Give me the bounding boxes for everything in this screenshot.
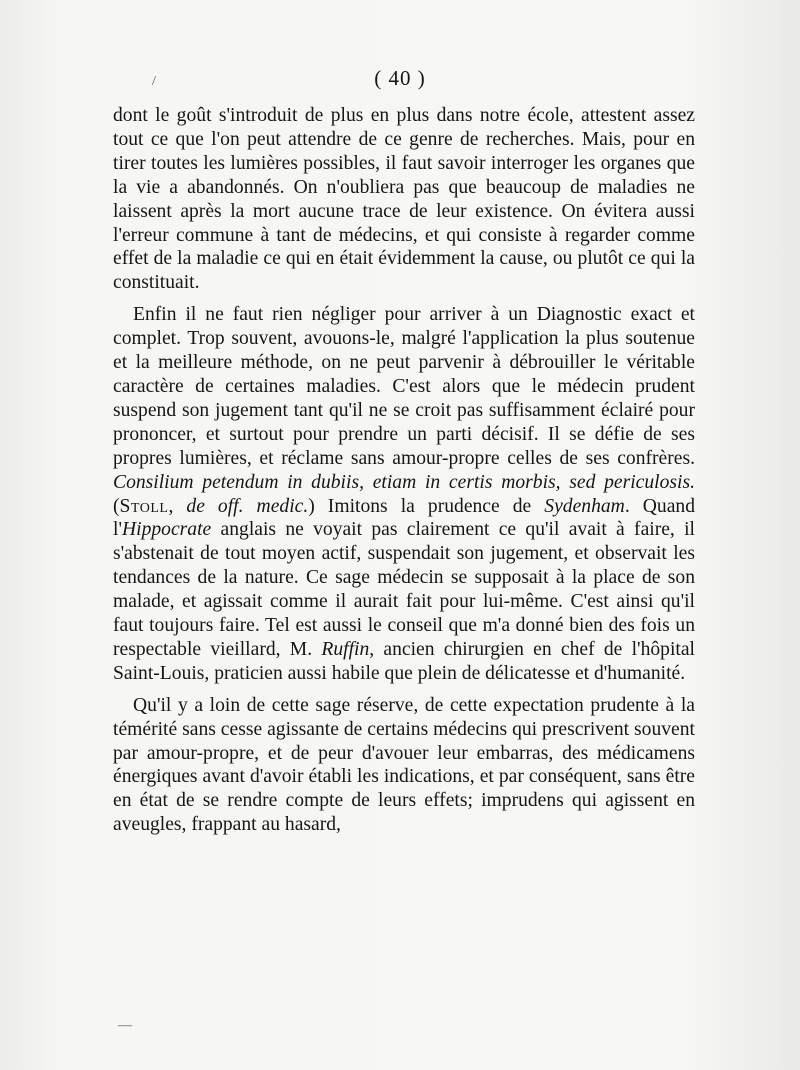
body-text (113, 104, 695, 837)
paragraph: dont le goût s'introduit de plus en plus dans notre école, attestent assez tout ce que l'on peut attendre de ce genre de recherches. Mais, pour en tirer toutes les lumières possibles, il faut savoir interroger les organes que la vie a abandonnés. On n'oubliera pas que beaucoup de maladies ne laissent après la mort aucune trace de leur existence. On évitera aussi l'erreur commune à tant de médecins, et qui consiste à regarder comme effet de la maladie ce qui en était évidemment la cause, ou plutôt ce qui la constituait. (113, 105, 695, 294)
margin-mark: — (118, 1018, 132, 1033)
margin-mark: / (152, 74, 156, 89)
name-ruffin: Ruffin (321, 638, 370, 660)
citation-author: Stoll (119, 495, 169, 517)
paragraph (113, 303, 695, 686)
text-run: Enfin il ne faut rien négliger pour arriver à un Diagnostic exact et complet. Trop souvent, avouons-le, malgré l'application la plus soutenue et la meilleure méthode, on ne peut parvenir à débrouiller le véritable caractère de certaines maladies. C'est alors que le médecin prudent suspend son jugement tant qu'il ne se croit pas suffisamment éclairé pour prononcer, et surtout pour prendre un parti décisif. Il se défie de ses propres lumières, et réclame sans amour-propre celles de ses confrères. (113, 304, 695, 469)
text-run: , ancien chirurgien en chef de l'hôpital Saint-Louis, praticien aussi habile que plein de délicatesse et d'humanité. (113, 638, 695, 684)
text-run: . Quand l' (113, 495, 695, 541)
latin-quotation: Consilium petendum in dubiis, etiam in certis morbis, sed periculosis. (113, 471, 695, 493)
citation-work: de off. medic. (186, 495, 309, 517)
text-run: ) Imitons la prudence de (308, 495, 532, 517)
paragraph: Qu'il y a loin de cette sage réserve, de cette expectation prudente à la témérité sans cesse agissante de certains médecins qui prescrivent souvent par amour-propre, et de peur d'avouer leur embarras, des médicamens énergiques avant d'avoir établi les indications, et par conséquent, sans être en état de se rendre compte de leurs effets; imprudens qui agissent en aveugles, frappant au hasard, (113, 694, 695, 836)
name-hippocrate: Hippocrate (121, 519, 212, 541)
page-number: ( 40 ) (374, 66, 426, 90)
text-run: , (168, 495, 174, 517)
text-run: anglais ne voyait pas clairement ce qu'il avait à faire, il s'abstenait de tout moyen actif, suspendait son jugement, et observait les tendances de la nature. Ce sage médecin se supposait à la place de son malade, et agissait comme il aurait fait pour lui-même. C'est ainsi qu'il faut toujours faire. Tel est aussi le conseil que m'a donné bien des fois un respectable vieillard, M. (113, 519, 695, 660)
text-run: ( (113, 495, 120, 517)
name-sydenham: Sydenham (544, 495, 625, 517)
